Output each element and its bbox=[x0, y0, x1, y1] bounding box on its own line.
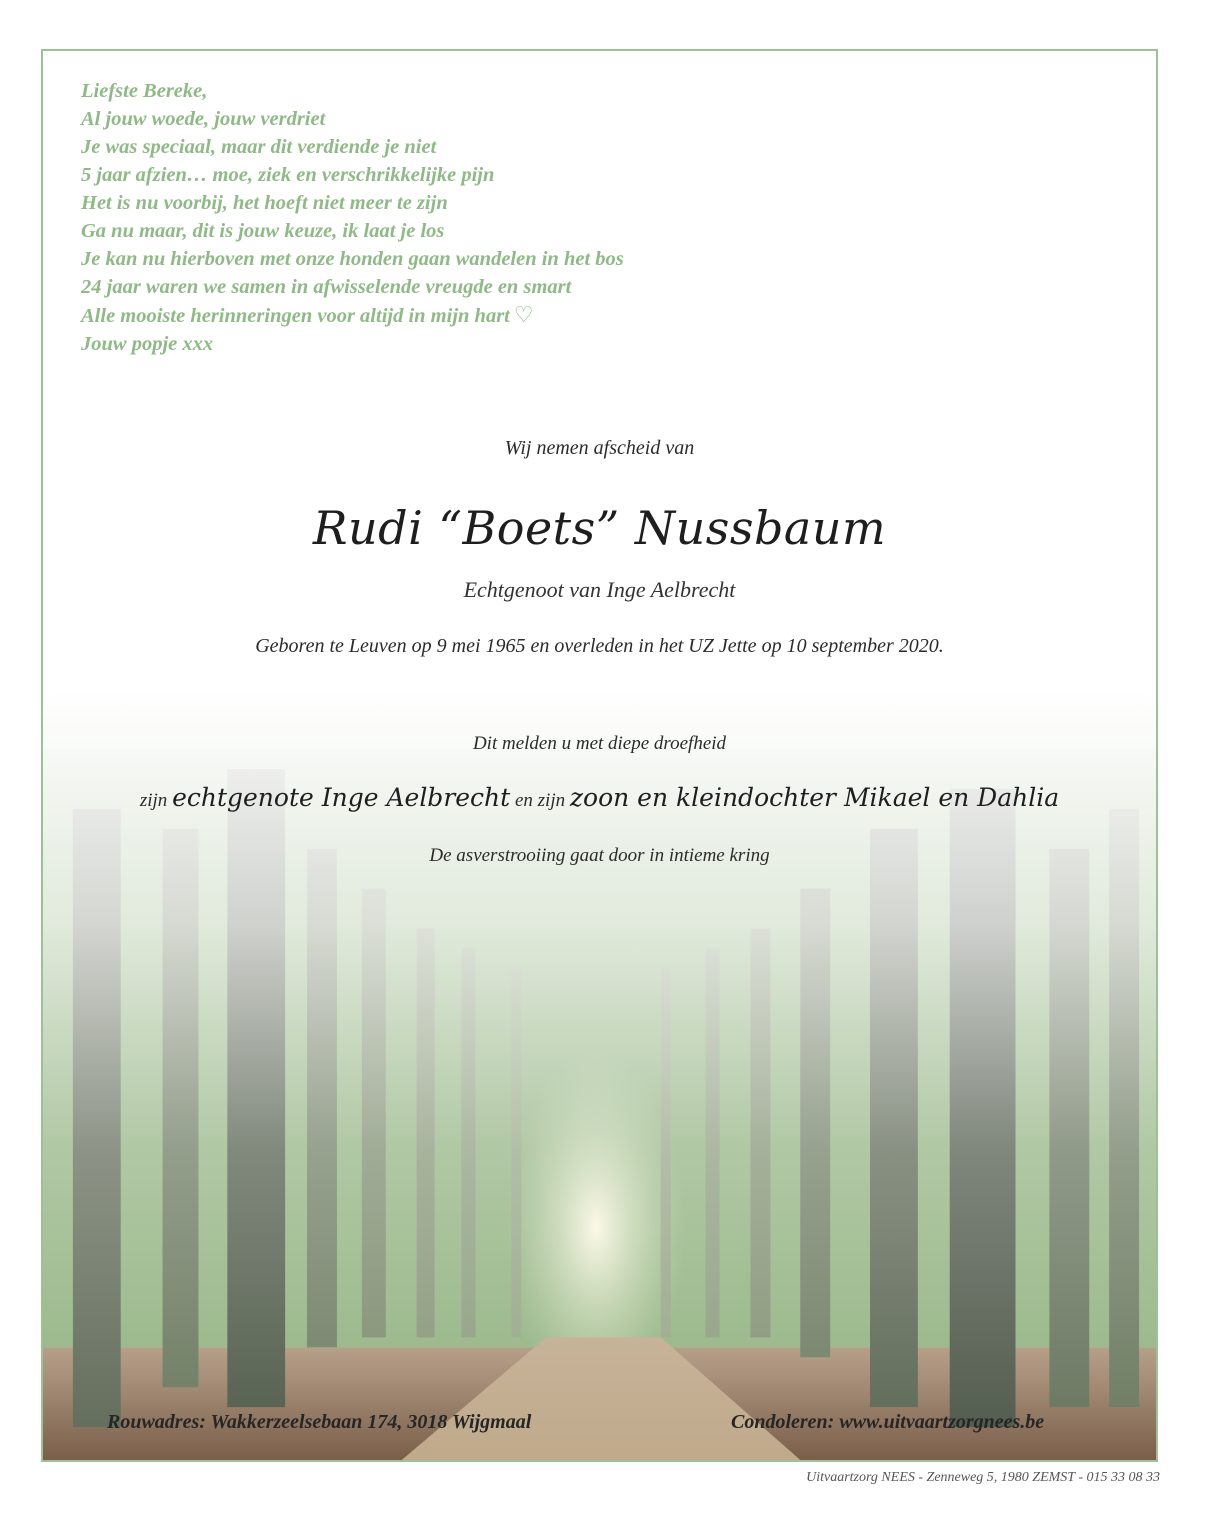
poem-line: Liefste Bereke, bbox=[81, 80, 208, 102]
ceremony-text: De asverstrooiing gaat door in intieme kring bbox=[429, 845, 770, 866]
family-prefix-2: en zijn bbox=[514, 790, 566, 811]
announcement-text: Dit melden u met diepe droefheid bbox=[472, 733, 727, 754]
poem-line: Je kan nu hierboven met onze honden gaan wandelen in het bos bbox=[81, 248, 624, 270]
family-prefix-1: zijn bbox=[139, 790, 168, 811]
poem-line: Jouw popje xxx bbox=[81, 333, 214, 355]
family-line bbox=[43, 783, 1156, 812]
poem-line: 24 jaar waren we samen in afwisselende vreugde en smart bbox=[81, 276, 572, 298]
obituary-card bbox=[41, 49, 1158, 1462]
poem-line: Je was speciaal, maar dit verdiende je niet bbox=[81, 136, 437, 158]
poem bbox=[81, 77, 624, 358]
birth-death-text: Geboren te Leuven op 9 mei 1965 en overleden in het UZ Jette op 10 september 2020. bbox=[255, 635, 944, 657]
family-name-2: zoon en kleindochter Mikael en Dahlia bbox=[569, 783, 1060, 812]
poem-line: Al jouw woede, jouw verdriet bbox=[81, 108, 326, 130]
heart-icon: ♡ bbox=[513, 302, 534, 327]
mourning-address: Rouwadres: Wakkerzeelsebaan 174, 3018 Wijgmaal bbox=[107, 1411, 532, 1433]
family-name-1: echtgenote Inge Aelbrecht bbox=[172, 783, 511, 812]
poem-line bbox=[81, 301, 624, 330]
deceased-name: Rudi “Boets” Nussbaum bbox=[312, 501, 887, 555]
spouse-line: Echtgenoot van Inge Aelbrecht bbox=[463, 577, 736, 602]
condolence-link[interactable]: Condoleren: www.uitvaartzorgnees.be bbox=[731, 1411, 1045, 1433]
poem-line: Ga nu maar, dit is jouw keuze, ik laat je los bbox=[81, 220, 445, 242]
intro-text: Wij nemen afscheid van bbox=[504, 437, 695, 459]
poem-line-text: Alle mooiste herinneringen voor altijd in mijn hart bbox=[81, 305, 510, 327]
poem-line: Het is nu voorbij, het hoeft niet meer te zijn bbox=[81, 192, 448, 214]
poem-line: 5 jaar afzien… moe, ziek en verschrikkelijke pijn bbox=[81, 164, 495, 186]
funeral-home-credit: Uitvaartzorg NEES - Zenneweg 5, 1980 ZEMST - 015 33 08 33 bbox=[806, 1470, 1160, 1485]
